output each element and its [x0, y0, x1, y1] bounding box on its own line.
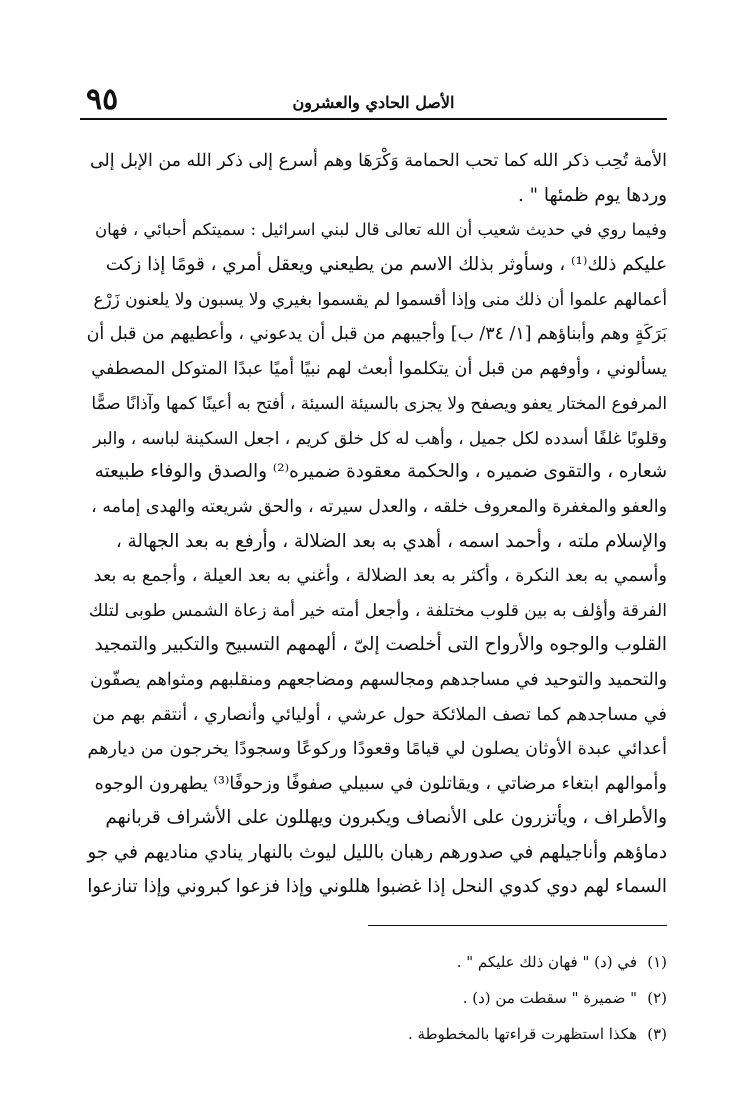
text-line: يسألوني ، وأوفهم من قبل أن يتكلموا أبعث لهم نبيًا أميًا عبدًا المتوكل المصطفي: [91, 358, 667, 379]
footnotes: [86, 944, 667, 1052]
footnote-number: (٢): [647, 989, 667, 1007]
text-line: والتحميد والتوحيد في مساجدهم ومجالسهم ومضاجعهم ومنقلبهم ومثواهم يصفّون: [90, 669, 667, 690]
body-text: [86, 144, 667, 905]
text-line: أعمالهم علموا أن ذلك منى وإذا أقسموا لم يقسموا بغيري ولا يسبون ولا يلعنون زَرْع: [93, 289, 667, 310]
footnote: [86, 1016, 667, 1052]
text-line: وردها يوم ظمئها " .: [518, 184, 667, 206]
footnote-text: في (د) " فهان ذلك عليكم " .: [456, 953, 637, 971]
text-line: والأطراف ، ويأتزرون على الأنصاف ويكبرون ويهللون على الأشراف قربانهم: [105, 807, 667, 829]
text-line: شعاره ، والتقوى ضميره ، والحكمة معقودة ضميره⁽²⁾ والصدق والوفاء طبيعته: [94, 461, 667, 483]
text-line: والإسلام ملته ، وأحمد اسمه ، أهدي به بعد الضلالة ، وأرفع به بعد الجهالة ،: [115, 530, 667, 552]
header-rule: [80, 118, 667, 120]
text-line: وأسمي به بعد النكرة ، وأكثر به بعد الضلالة ، وأغني به بعد العيلة ، وأجمع به بعد: [93, 566, 667, 587]
text-line: وفيما روي في حديث شعيب أن الله تعالى قال لبني اسرائيل : سميتكم أحبائي ، فهان: [94, 220, 667, 240]
text-line: والعفو والمغفرة والمعروف خلقه ، والعدل سيرته ، والحق شريعته والهدى إمامه ،: [91, 496, 667, 517]
footnote-number: (٣): [647, 1025, 667, 1043]
text-line: الأمة تُحِب ذكر الله كما تحب الحمامة وَكْرَهَا وهم أسرع إلى ذكر الله من الإبل إلى: [89, 151, 667, 171]
text-line: دماؤهم وأناجيلهم في صدورهم رهبان بالليل ليوث بالنهار ينادي مناديهم في جو: [87, 841, 667, 863]
page-header: [80, 82, 667, 117]
text-line: المرفوع المختار يعفو ويصفح ولا يجزى بالسيئة السيئة ، أفتح به أعينًا كمها وآذانًا صمًّا: [91, 393, 667, 414]
text-line: القلوب والوجوه والأرواح التى أخلصت إلىّ ، ألهمهم التسبيح والتكبير والتمجيد: [94, 634, 667, 656]
text-line: بَرَكَةٍ وهم وأبناؤهم [١/ ٣٤/ ب] وأجيبهم من قبل أن يدعوني ، وأعطيهم من قبل أن: [86, 323, 667, 344]
page-number: ٩٥: [86, 82, 119, 117]
text-line: وقلوبًا غلفًا أسدده لكل جميل ، وأهب له كل خلق كريم ، اجعل السكينة لباسه ، والبر: [93, 427, 667, 448]
text-line: السماء لهم دوي كدوي النحل إذا غضبوا هللوني وإذا فزعوا كبروني وإذا تنازعوا: [87, 876, 667, 898]
footnote-separator: [368, 925, 667, 926]
running-title: الأصل الحادي والعشرون: [292, 93, 455, 112]
text-line: الفرقة وأؤلف به بين قلوب مختلفة ، وأجعل أمته خير أمة زعاة الشمس طوبى لتلك: [88, 600, 667, 621]
text-line: وأموالهم ابتغاء مرضاتي ، ويقاتلون في سبيلي صفوفًا وزحوفًا⁽³⁾ يطهرون الوجوه: [94, 773, 667, 794]
footnote: [86, 944, 667, 980]
footnote-text: " ضميرة " سقطت من (د) .: [462, 989, 637, 1007]
footnote-number: (١): [647, 953, 667, 971]
footnote: [86, 980, 667, 1016]
footnote-text: هكذا استظهرت قراءتها بالمخطوطة .: [408, 1025, 637, 1043]
text-line: عليكم ذلك⁽¹⁾ ، وسأوثر بذلك الاسم من يطيعني ويعقل أمري ، قومًا إذا زكت: [105, 253, 667, 275]
text-line: في مساجدهم كما تصف الملائكة حول عرشي ، أوليائي وأنصاري ، أنتقم بهم من: [92, 704, 667, 725]
text-line: أعدائي عبدة الأوثان يصلون لي قيامًا وقعودًا وركوعًا وسجودًا يخرجون من ديارهم: [87, 739, 667, 760]
